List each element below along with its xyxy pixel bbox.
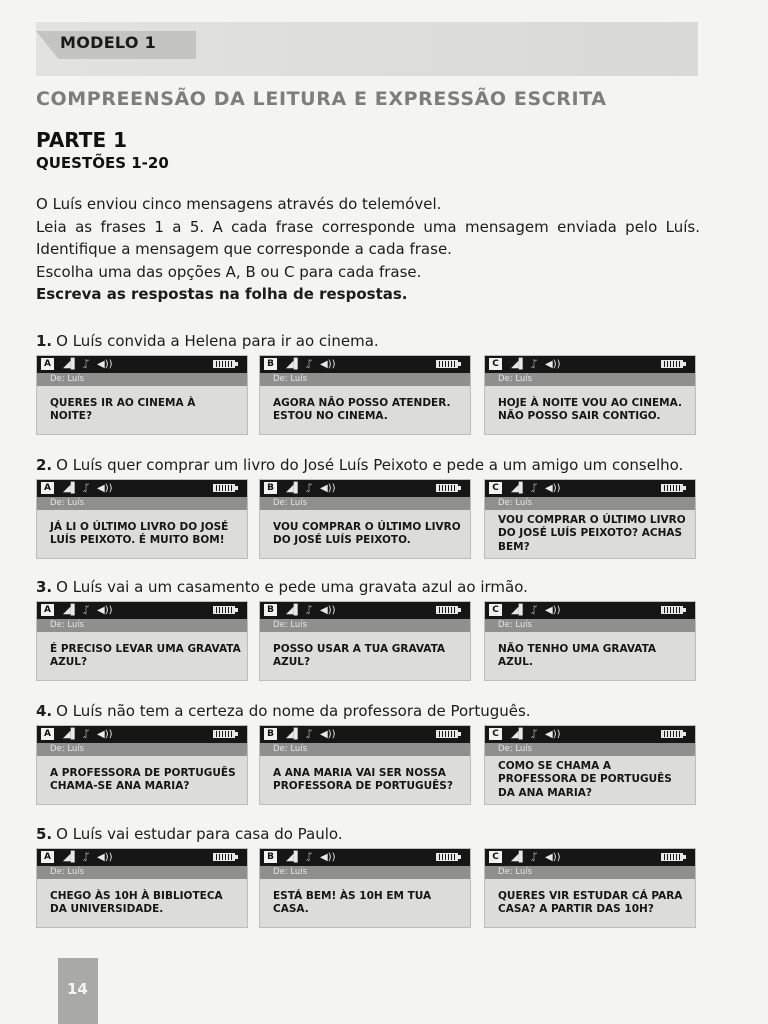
signal-icon: ◢▌ [286, 483, 302, 494]
battery-icon [213, 853, 235, 861]
phone-status-bar [260, 602, 470, 619]
battery-tip [235, 486, 238, 490]
signal-icon: ◢▌ [63, 852, 79, 863]
bluetooth-icon: ᛢ [531, 359, 537, 370]
option-b-phone-message [259, 479, 471, 559]
battery-tip [683, 362, 686, 366]
sender-label: De: Luís [260, 497, 470, 510]
bluetooth-icon: ᛢ [531, 605, 537, 616]
message-text: QUERES VIR ESTUDAR CÁ PARA CASA? A PARTIR DAS 10H? [498, 889, 683, 915]
question-number: 4. [36, 702, 53, 720]
question-text: O Luís vai estudar para casa do Paulo. [56, 825, 343, 843]
signal-icon: ◢▌ [511, 729, 527, 740]
instruction-bold-line: Escreva as respostas na folha de respostas. [36, 285, 408, 303]
instruction-line: Identifique a mensagem que corresponde a cada frase. [36, 240, 452, 258]
phone-status-bar [37, 849, 247, 866]
question-text: O Luís quer comprar um livro do José Luís Peixoto e pede a um amigo um conselho. [56, 456, 684, 474]
battery-tip [235, 608, 238, 612]
message-text: CHEGO ÀS 10H À BIBLIOTECA DA UNIVERSIDADE. [50, 889, 223, 915]
option-a-phone-message [36, 725, 248, 805]
question-number: 2. [36, 456, 53, 474]
battery-icon [213, 360, 235, 368]
signal-icon: ◢▌ [286, 359, 302, 370]
instruction-line: Escolha uma das opções A, B ou C para cada frase. [36, 262, 422, 281]
speaker-icon: ◀)) [320, 359, 336, 370]
sender-label: De: Luís [37, 497, 247, 510]
sender-label: De: Luís [37, 866, 247, 879]
option-letter: A [41, 358, 54, 370]
battery-tip [458, 486, 461, 490]
battery-icon [436, 484, 458, 492]
option-b-phone-message [259, 601, 471, 681]
battery-icon [661, 853, 683, 861]
speaker-icon: ◀)) [320, 483, 336, 494]
phone-status-bar [37, 602, 247, 619]
phone-status-bar [485, 480, 695, 497]
phone-status-bar [260, 356, 470, 373]
sender-label: De: Luís [485, 866, 695, 879]
phone-status-bar [260, 480, 470, 497]
phone-status-bar [485, 356, 695, 373]
speaker-icon: ◀)) [545, 729, 561, 740]
phone-status-bar [260, 726, 470, 743]
option-letter: C [489, 604, 502, 616]
option-letter: B [264, 728, 277, 740]
speaker-icon: ◀)) [545, 852, 561, 863]
option-letter: C [489, 358, 502, 370]
model-label: MODELO 1 [60, 33, 157, 52]
sender-label: De: Luís [485, 619, 695, 632]
sender-label: De: Luís [260, 373, 470, 386]
bluetooth-icon: ᛢ [531, 729, 537, 740]
speaker-icon: ◀)) [97, 605, 113, 616]
battery-icon [436, 360, 458, 368]
question-text: O Luís convida a Helena para ir ao cinema. [56, 332, 379, 350]
signal-icon: ◢▌ [63, 729, 79, 740]
option-letter: B [264, 358, 277, 370]
battery-tip [458, 608, 461, 612]
message-text: HOJE À NOITE VOU AO CINEMA. NÃO POSSO SAIR CONTIGO. [498, 396, 682, 422]
battery-icon [213, 484, 235, 492]
instructions [36, 193, 700, 306]
message-text: VOU COMPRAR O ÚLTIMO LIVRO DO JOSÉ LUÍS PEIXOTO? ACHAS BEM? [498, 513, 686, 553]
battery-tip [458, 732, 461, 736]
sender-label: De: Luís [37, 619, 247, 632]
signal-icon: ◢▌ [63, 483, 79, 494]
speaker-icon: ◀)) [97, 852, 113, 863]
signal-icon: ◢▌ [511, 359, 527, 370]
section-title: COMPREENSÃO DA LEITURA E EXPRESSÃO ESCRITA [36, 88, 607, 110]
message-text: QUERES IR AO CINEMA À NOITE? [50, 396, 196, 422]
phone-status-bar [260, 849, 470, 866]
message-text: COMO SE CHAMA A PROFESSORA DE PORTUGUÊS DA ANA MARIA? [498, 759, 672, 799]
signal-icon: ◢▌ [511, 852, 527, 863]
speaker-icon: ◀)) [320, 852, 336, 863]
battery-icon [436, 853, 458, 861]
battery-tip [683, 732, 686, 736]
page-number: 14 [67, 980, 88, 998]
battery-icon [661, 484, 683, 492]
option-letter: A [41, 482, 54, 494]
bluetooth-icon: ᛢ [83, 483, 89, 494]
bluetooth-icon: ᛢ [83, 729, 89, 740]
option-letter: A [41, 728, 54, 740]
bluetooth-icon: ᛢ [306, 729, 312, 740]
message-text: VOU COMPRAR O ÚLTIMO LIVRO DO JOSÉ LUÍS PEIXOTO. [273, 520, 461, 546]
sender-label: De: Luís [485, 743, 695, 756]
question-number: 3. [36, 578, 53, 596]
instruction-line: Leia as frases 1 a 5. A cada frase corresponde uma mensagem enviada pelo Luís. [36, 217, 700, 236]
phone-status-bar [37, 356, 247, 373]
battery-icon [213, 730, 235, 738]
bluetooth-icon: ᛢ [306, 483, 312, 494]
option-a-phone-message [36, 479, 248, 559]
option-c-phone-message [484, 355, 696, 435]
signal-icon: ◢▌ [511, 605, 527, 616]
question-number: 1. [36, 332, 53, 350]
option-letter: B [264, 851, 277, 863]
option-letter: A [41, 851, 54, 863]
bluetooth-icon: ᛢ [83, 852, 89, 863]
question-1 [36, 332, 379, 350]
battery-icon [436, 606, 458, 614]
battery-icon [213, 606, 235, 614]
signal-icon: ◢▌ [286, 729, 302, 740]
signal-icon: ◢▌ [63, 359, 79, 370]
phone-status-bar [37, 480, 247, 497]
message-text: POSSO USAR A TUA GRAVATA AZUL? [273, 642, 446, 668]
sender-label: De: Luís [485, 497, 695, 510]
bluetooth-icon: ᛢ [306, 359, 312, 370]
speaker-icon: ◀)) [545, 605, 561, 616]
question-2 [36, 456, 683, 474]
speaker-icon: ◀)) [320, 605, 336, 616]
option-c-phone-message [484, 848, 696, 928]
option-b-phone-message [259, 725, 471, 805]
question-4 [36, 702, 531, 720]
phone-status-bar [485, 602, 695, 619]
speaker-icon: ◀)) [97, 729, 113, 740]
option-c-phone-message [484, 601, 696, 681]
message-text: A PROFESSORA DE PORTUGUÊS CHAMA-SE ANA MARIA? [50, 766, 236, 792]
battery-icon [661, 360, 683, 368]
message-text: NÃO TENHO UMA GRAVATA AZUL. [498, 642, 657, 668]
bluetooth-icon: ᛢ [531, 483, 537, 494]
sender-label: De: Luís [260, 866, 470, 879]
part-title: PARTE 1 [36, 128, 127, 152]
battery-tip [235, 855, 238, 859]
speaker-icon: ◀)) [320, 729, 336, 740]
bluetooth-icon: ᛢ [306, 852, 312, 863]
message-text: ESTÁ BEM! ÀS 10H EM TUA CASA. [273, 889, 432, 915]
question-text: O Luís vai a um casamento e pede uma gravata azul ao irmão. [56, 578, 528, 596]
battery-icon [661, 730, 683, 738]
signal-icon: ◢▌ [286, 852, 302, 863]
bluetooth-icon: ᛢ [83, 605, 89, 616]
sender-label: De: Luís [37, 743, 247, 756]
option-a-phone-message [36, 601, 248, 681]
battery-tip [458, 855, 461, 859]
option-letter: B [264, 604, 277, 616]
speaker-icon: ◀)) [97, 483, 113, 494]
battery-tip [235, 362, 238, 366]
option-letter: C [489, 482, 502, 494]
question-3 [36, 578, 528, 596]
sender-label: De: Luís [260, 743, 470, 756]
battery-tip [683, 486, 686, 490]
instruction-line: O Luís enviou cinco mensagens através do telemóvel. [36, 195, 442, 213]
option-letter: C [489, 851, 502, 863]
part-subtitle: QUESTÕES 1-20 [36, 154, 169, 172]
signal-icon: ◢▌ [511, 483, 527, 494]
question-text: O Luís não tem a certeza do nome da professora de Português. [56, 702, 531, 720]
phone-status-bar [485, 726, 695, 743]
battery-icon [661, 606, 683, 614]
battery-tip [235, 732, 238, 736]
bluetooth-icon: ᛢ [306, 605, 312, 616]
bluetooth-icon: ᛢ [83, 359, 89, 370]
battery-tip [458, 362, 461, 366]
speaker-icon: ◀)) [97, 359, 113, 370]
option-b-phone-message [259, 355, 471, 435]
sender-label: De: Luís [260, 619, 470, 632]
phone-status-bar [485, 849, 695, 866]
message-text: A ANA MARIA VAI SER NOSSA PROFESSORA DE PORTUGUÊS? [273, 766, 453, 792]
option-letter: B [264, 482, 277, 494]
signal-icon: ◢▌ [286, 605, 302, 616]
sender-label: De: Luís [37, 373, 247, 386]
battery-tip [683, 855, 686, 859]
option-letter: A [41, 604, 54, 616]
option-letter: C [489, 728, 502, 740]
speaker-icon: ◀)) [545, 483, 561, 494]
option-a-phone-message [36, 848, 248, 928]
option-c-phone-message [484, 479, 696, 559]
sender-label: De: Luís [485, 373, 695, 386]
question-number: 5. [36, 825, 53, 843]
battery-tip [683, 608, 686, 612]
message-text: É PRECISO LEVAR UMA GRAVATA AZUL? [50, 642, 241, 668]
option-a-phone-message [36, 355, 248, 435]
option-b-phone-message [259, 848, 471, 928]
bluetooth-icon: ᛢ [531, 852, 537, 863]
question-5 [36, 825, 343, 843]
message-text: JÁ LI O ÚLTIMO LIVRO DO JOSÉ LUÍS PEIXOTO. É MUITO BOM! [50, 520, 229, 546]
speaker-icon: ◀)) [545, 359, 561, 370]
signal-icon: ◢▌ [63, 605, 79, 616]
battery-icon [436, 730, 458, 738]
message-text: AGORA NÃO POSSO ATENDER. ESTOU NO CINEMA. [273, 396, 451, 422]
phone-status-bar [37, 726, 247, 743]
option-c-phone-message [484, 725, 696, 805]
